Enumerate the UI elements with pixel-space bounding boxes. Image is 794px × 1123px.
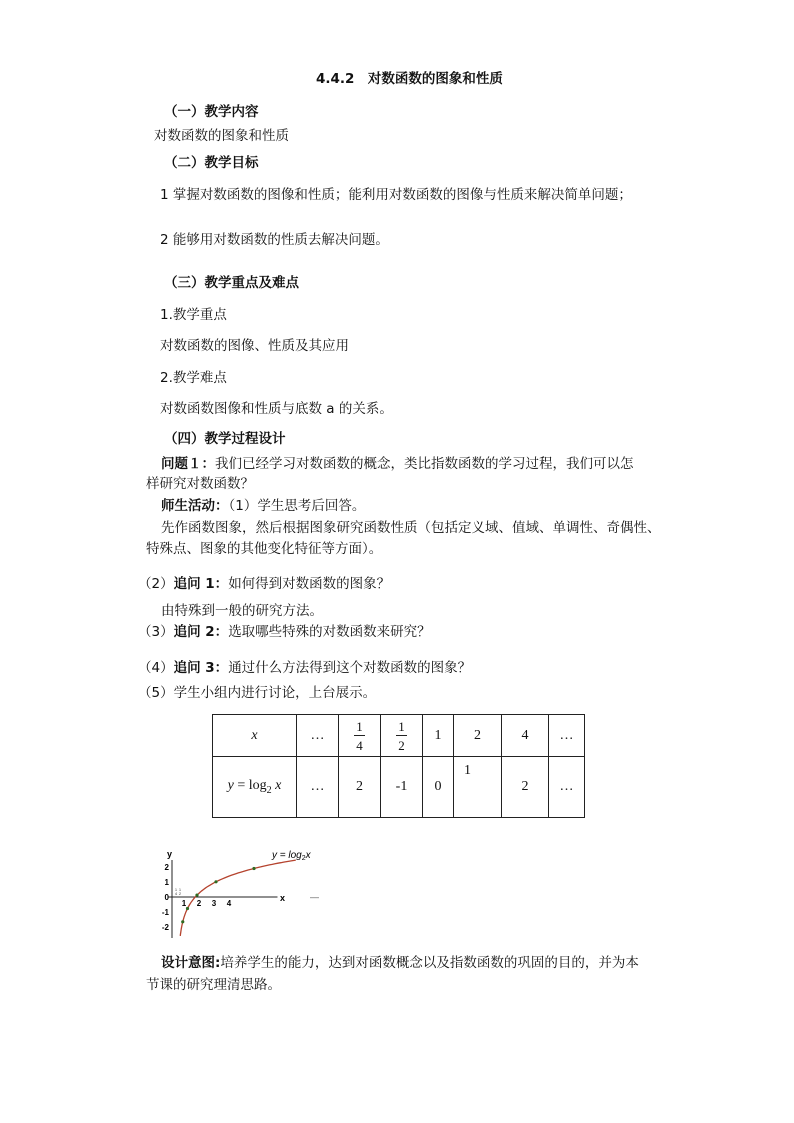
- step-5-text: （5）学生小组内进行讨论，上台展示。: [138, 685, 377, 701]
- trailing-mark: —: [310, 892, 319, 902]
- table-cell: …: [549, 715, 585, 757]
- follow-up-1-label: 追问 1：: [173, 576, 229, 592]
- data-point: [195, 894, 198, 897]
- page-title: 4.4.2 对数函数的图象和性质: [316, 71, 503, 87]
- follow-up-3: [138, 656, 471, 676]
- goal-2-text: 2 能够用对数函数的性质去解决问题。: [160, 232, 389, 248]
- y-tick-label: -1: [161, 908, 169, 917]
- table-cell: …: [297, 715, 339, 757]
- data-point: [181, 920, 184, 923]
- data-point: [186, 907, 189, 910]
- follow-up-2-label: 追问 2：: [173, 624, 229, 640]
- question-1-text-cont: 样研究对数函数？: [146, 476, 254, 492]
- small-fraction-tick: 2: [178, 891, 182, 896]
- question-1: [161, 452, 634, 472]
- table-row-x: [213, 715, 585, 757]
- design-intent-text: 培养学生的能力，达到对函数概念以及指数函数的巩固的目的，并为本: [220, 955, 639, 971]
- table-cell: 1: [454, 757, 502, 818]
- y-tick-label: 2: [164, 863, 169, 872]
- data-point: [252, 867, 255, 870]
- value-table: [212, 714, 585, 818]
- activity-line-2: 先作函数图象，然后根据图象研究函数性质（包括定义域、值域、单调性、奇偶性、: [161, 520, 661, 536]
- data-point: [214, 880, 217, 883]
- table-cell: 2: [454, 715, 502, 757]
- goal-1-text: 1 掌握对数函数的图像和性质；能利用对数函数的图像与性质来解决简单问题；: [160, 187, 632, 203]
- activity-line-3: 特殊点、图象的其他变化特征等方面）。: [146, 541, 383, 557]
- table-cell: 1: [423, 715, 454, 757]
- design-intent: [161, 951, 639, 971]
- table-row-y: [213, 757, 585, 818]
- small-fraction-tick: 1: [178, 887, 182, 892]
- table-cell: 0: [423, 757, 454, 818]
- y-axis-label: y: [167, 849, 173, 859]
- difficulty-text: 对数函数图像和性质与底数 a 的关系。: [160, 401, 393, 417]
- follow-up-1: [138, 572, 390, 592]
- activity: [161, 494, 365, 514]
- key-point-text: 对数函数的图像、性质及其应用: [160, 338, 349, 354]
- table-cell: x: [213, 715, 297, 757]
- question-1-label: 问题１：: [161, 456, 215, 472]
- follow-up-2-text: 选取哪些特殊的对数函数来研究？: [228, 624, 431, 640]
- section-heading-process: （四）教学过程设计: [164, 431, 286, 447]
- follow-up-3-num: （4）: [138, 660, 174, 676]
- table-cell: 4: [502, 715, 549, 757]
- follow-up-3-label: 追问 3：: [173, 660, 229, 676]
- activity-text: （1）学生思考后回答。: [228, 498, 366, 514]
- small-fraction-tick: 1: [174, 887, 178, 892]
- activity-label: 师生活动：: [161, 498, 229, 514]
- small-fraction-tick: 4: [174, 891, 178, 896]
- section-heading-goals: （二）教学目标: [164, 155, 259, 171]
- y-tick-label: -2: [161, 923, 169, 932]
- log-curve: [180, 860, 295, 936]
- key-point-label: 1.教学重点: [160, 307, 227, 323]
- table-cell: 2: [502, 757, 549, 818]
- series-label: $y = \log_2x$: [272, 850, 311, 862]
- x-tick-label: 2: [196, 899, 202, 908]
- section-heading-content: （一）教学内容: [164, 104, 259, 120]
- table-cell: [339, 715, 381, 757]
- follow-up-2-num: （3）: [138, 624, 174, 640]
- table-cell: $y = \log_2 x$: [213, 757, 297, 818]
- fraction: $\frac{1}{4}$: [356, 718, 363, 753]
- content-text: 对数函数的图象和性质: [154, 128, 289, 144]
- x-tick-label: 3: [211, 899, 217, 908]
- x-axis-label: x: [280, 893, 286, 903]
- table-cell: [381, 715, 423, 757]
- follow-up-1-answer: 由特殊到一般的研究方法。: [161, 603, 323, 619]
- fraction: $\frac{1}{2}$: [398, 718, 405, 753]
- x-tick-label: 1: [181, 899, 187, 908]
- table-cell: …: [549, 757, 585, 818]
- question-1-text: 我们已经学习对数函数的概念，类比指数函数的学习过程，我们可以怎: [215, 456, 634, 472]
- design-intent-label: 设计意图:: [161, 955, 221, 971]
- section-heading-key-points: （三）教学重点及难点: [164, 275, 299, 291]
- y-tick-label: 0: [164, 893, 169, 902]
- x-tick-label: 4: [226, 899, 232, 908]
- y-tick-label: 1: [164, 878, 169, 887]
- log-chart: [150, 840, 330, 945]
- difficulty-label: 2.教学难点: [160, 370, 227, 386]
- follow-up-2: [138, 620, 431, 640]
- table-cell: 2: [339, 757, 381, 818]
- design-intent-cont: 节课的研究理清思路。: [146, 977, 281, 993]
- follow-up-1-text: 如何得到对数函数的图象？: [228, 576, 391, 592]
- follow-up-1-num: （2）: [138, 576, 174, 592]
- table-cell: …: [297, 757, 339, 818]
- table-cell: -1: [381, 757, 423, 818]
- follow-up-3-text: 通过什么方法得到这个对数函数的图象？: [228, 660, 472, 676]
